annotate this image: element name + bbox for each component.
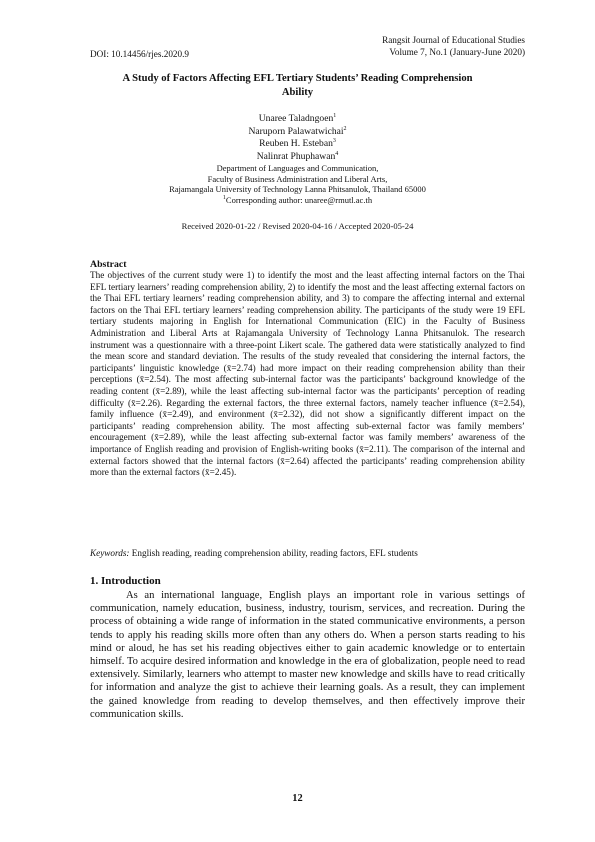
title-line: A Study of Factors Affecting EFL Tertiary Students’ Reading Comprehension [122,73,473,84]
affiliation [60,163,535,205]
abstract-heading: Abstract [90,259,127,270]
journal-issue: Volume 7, No.1 (January-June 2020) [389,47,525,57]
submission-dates: Received 2020-01-22 / Revised 2020-04-16 / Accepted 2020-05-24 [181,221,414,231]
paper-title [95,72,500,100]
author: Unaree Taladngoen$^1$ [258,112,337,124]
title-line: Ability [281,87,314,98]
affiliation-line: Faculty of Business Administration and Liberal Arts, [207,173,388,184]
journal-name: Rangsit Journal of Educational Studies [382,35,525,45]
abstract-body: The objectives of the current study were 1) to identify the most and the least affecting internal factors on the Thai EFL tertiary learners’ reading comprehension ability, 2) to identify the most and the least affecting external factors on the Thai EFL tertiary learners’ reading comprehension ability, and 3) to compare the affecting internal and external factors on the Thai EFL tertiary learners’ reading comprehension ability. The participants of the study were 19 EFL tertiary students majoring in English for International Communication (EIC) in the Faculty of Business Administration and Liberal Arts at Rajamangala University of Technology Lanna Phitsanulok. The research instrument was a questionnaire with a three-point Likert scale. The gathered data were statistically analyzed to find the mean score and standard deviation. The results of the study revealed that considering the internal factors, the participants’ linguistic knowledge (x̄=2.74) had more impact on their reading comprehension ability than their perceptions (x̄=2.54). The most affecting sub-internal factor was the participants’ background knowledge of the reading content (x̄=2.89), while the least affecting sub-internal factor was the participants’ perception of reading difficulty (x̄=2.26). Regarding the external factors, the three external factors, namely teacher influence (x̄=2.54), family influence (x̄=2.49), and environment (x̄=2.32), did not show a significantly different impact on the participants’ reading comprehension ability. The most affecting sub-external factor was family members’ encouragement (x̄=2.89), while the least affecting sub-external factor was family members’ awareness of the importance of English reading and provision of English-writing books (x̄=2.11). The comparison of the internal and external factors showed that the internal factors (x̄=2.64) affected the participants’ reading comprehension ability more than the external factors (x̄=2.45). [90,270,525,478]
introduction-body: As an international language, English plays an important role in various settings of communication, namely education, business, industry, tourism, services, and recreation. During the process of obtaining a wide range of information in the stated communicative environments, a person tends to apply his reading skills more often than any others do. When a person starts reading to his mind or aloud, he has set his reading objectives either to gain academic knowledge or to entertain himself. To acquire desired information and knowledge in the era of globalization, people need to read extensively. Similarly, learners who attempt to master new knowledge and skills have to read critically for information and analyze the gist to achieve their learning goals. As a result, they can implement the gained knowledge from reading to develop themselves, and then effectively improve their communication skills. [90,590,525,720]
affiliation-line: Department of Languages and Communication, [216,163,379,173]
doi: DOI: 10.14456/rjes.2020.9 [90,49,190,59]
author-list [60,113,535,163]
keywords-label: Keywords: [90,548,130,558]
affiliation-line: Rajamangala University of Technology Lanna Phitsanulok, Thailand 65000 [169,184,426,195]
author: Nalinrat Phuphawan$^4$ [256,150,339,162]
keywords [90,548,525,558]
keywords-text: English reading, reading comprehension ability, reading factors, EFL students [131,548,418,558]
page-number: 12 [292,793,303,804]
section-heading-introduction: 1. Introduction [90,575,161,587]
author: Reuben H. Esteban$^3$ [259,137,336,149]
author: Naruporn Palawatwichai$^2$ [248,125,347,137]
corresponding-author: $^1$Corresponding author: unaree@rmutl.ac.th [222,194,373,205]
journal-header [382,34,525,58]
